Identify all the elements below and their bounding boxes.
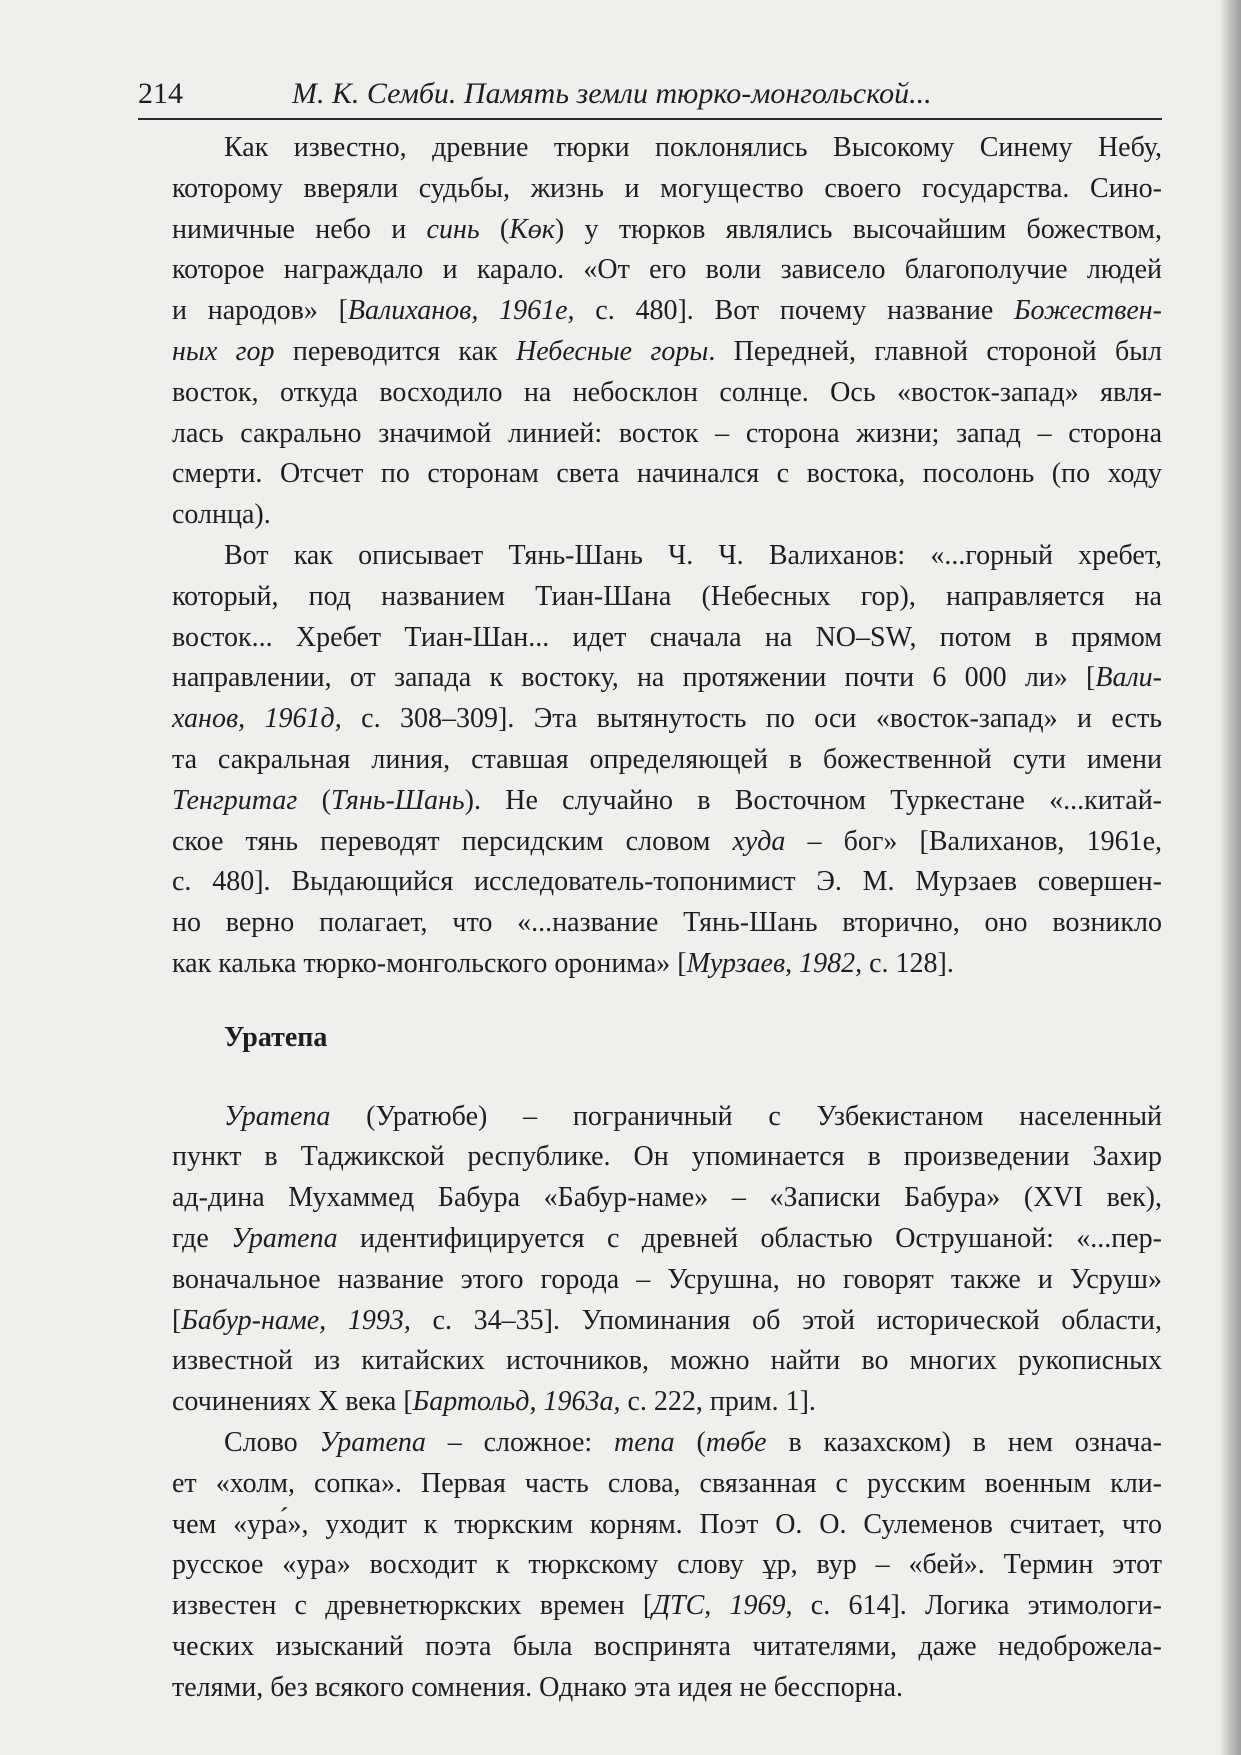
paragraph-3 <box>172 1097 1162 1423</box>
heading-gap <box>172 1059 1162 1097</box>
paragraph-1 <box>172 128 1162 536</box>
text-line: смерти. Отсчет по сторонам света начинался с востока, посолонь (по ходу <box>172 458 1162 490</box>
text-line: воначальное название этого города – Усрушна, но говорят также и Усруш» <box>172 1263 1162 1295</box>
text-line: сочинениях X века [Бартольд, 1963а, с. 222, прим. 1]. <box>172 1386 816 1418</box>
text-line: с. 480]. Выдающийся исследователь-топонимист Э. М. Мурзаев совершен- <box>172 866 1162 898</box>
text-line: восток, откуда восходило на небосклон солнце. Ось «восток-запад» явля- <box>172 376 1162 408</box>
text-line: Как известно, древние тюрки поклонялись Высокому Синему Небу, <box>224 132 1162 163</box>
body-text <box>172 128 1162 1708</box>
text-line: которому вверяли судьбы, жизнь и могущество своего государства. Сино- <box>172 172 1162 204</box>
text-line: пункт в Таджикской республике. Он упоминается в произведении Захир <box>172 1141 1162 1173</box>
text-line: Уратепа (Уратюбе) – пограничный с Узбекистаном населенный <box>224 1100 1162 1132</box>
text-line: направлении, от запада к востоку, на протяжении почти 6 000 ли» [Вали- <box>172 662 1162 694</box>
paragraph-2 <box>172 536 1162 985</box>
header-rule <box>138 118 1162 120</box>
text-line: которое награждало и карало. «От его воли зависело благополучие людей <box>172 254 1162 286</box>
text-line: ет «холм, сопка». Первая часть слова, связанная с русским военным кли- <box>172 1467 1162 1499</box>
text-line: Тенгритаг (Тянь-Шань). Не случайно в Восточном Туркестане «...китай- <box>172 784 1163 816</box>
page-number: 214 <box>138 77 183 110</box>
text-line: та сакральная линия, ставшая определяющей в божественной сути имени <box>172 743 1162 775</box>
text-line: но верно полагает, что «...название Тянь-Шань вторично, оно возникло <box>172 907 1162 939</box>
text-line: Слово Уратепа – сложное: тепа (төбе в казахском) в нем означа- <box>224 1426 1162 1458</box>
text-line: ных гор переводится как Небесные горы. Передней, главной стороной был <box>172 335 1163 367</box>
page-edge-shadow <box>1219 0 1241 1755</box>
text-line: где Уратепа идентифицируется с древней областью Острушаной: «...пер- <box>172 1222 1163 1254</box>
text-line: ханов, 1961д, с. 308–309]. Эта вытянутость по оси «восток-запад» и есть <box>172 703 1162 735</box>
text-line: чем «ура́», уходит к тюркским корням. Поэт О. О. Сулеменов считает, что <box>172 1508 1162 1540</box>
text-line: и народов» [Валиханов, 1961е, с. 480]. Вот почему название Божествен- <box>172 295 1162 327</box>
section-gap <box>172 985 1162 1018</box>
text-line: солнца). <box>172 499 271 531</box>
section-heading: Уратепа <box>224 1021 328 1053</box>
text-line: известен с древнетюркских времен [ДТС, 1969, с. 614]. Логика этимологи- <box>172 1590 1162 1622</box>
text-line: ад-дина Мухаммед Бабура «Бабур-наме» – «Записки Бабура» (XVI век), <box>172 1182 1162 1214</box>
text-line: русское «ура» восходит к тюркскому слову ұр, вур – «бей». Термин этот <box>172 1549 1162 1581</box>
text-line: ское тянь переводят персидским словом худа – бог» [Валиханов, 1961е, <box>172 825 1162 857</box>
text-line: Вот как описывает Тянь-Шань Ч. Ч. Валиханов: «...горный хребет, <box>224 539 1162 571</box>
text-line: телями, без всякого сомнения. Однако эта идея не бесспорна. <box>172 1671 904 1703</box>
text-line: ческих изысканий поэта была воспринята читателями, даже недоброжела- <box>172 1630 1162 1662</box>
text-line: как калька тюрко-монгольского оронима» [Мурзаев, 1982, с. 128]. <box>172 947 954 979</box>
page-header <box>138 74 1162 114</box>
text-line: известной из китайских источников, можно найти во многих рукописных <box>172 1345 1162 1377</box>
text-line: [Бабур-наме, 1993, с. 34–35]. Упоминания об этой исторической области, <box>172 1304 1162 1336</box>
paragraph-4 <box>172 1423 1162 1709</box>
text-line: восток... Хребет Тиан-Шан... идет сначала на NO–SW, потом в прямом <box>172 621 1162 653</box>
text-line: нимичные небо и синь (Көк) у тюрков являлись высочайшим божеством, <box>172 213 1163 245</box>
text-line: лась сакрально значимой линией: восток – сторона жизни; запад – сторона <box>172 417 1162 449</box>
text-line: который, под названием Тиан-Шана (Небесных гор), направляется на <box>172 580 1162 612</box>
running-title: М. К. Семби. Память земли тюрко-монгольской... <box>292 77 932 110</box>
